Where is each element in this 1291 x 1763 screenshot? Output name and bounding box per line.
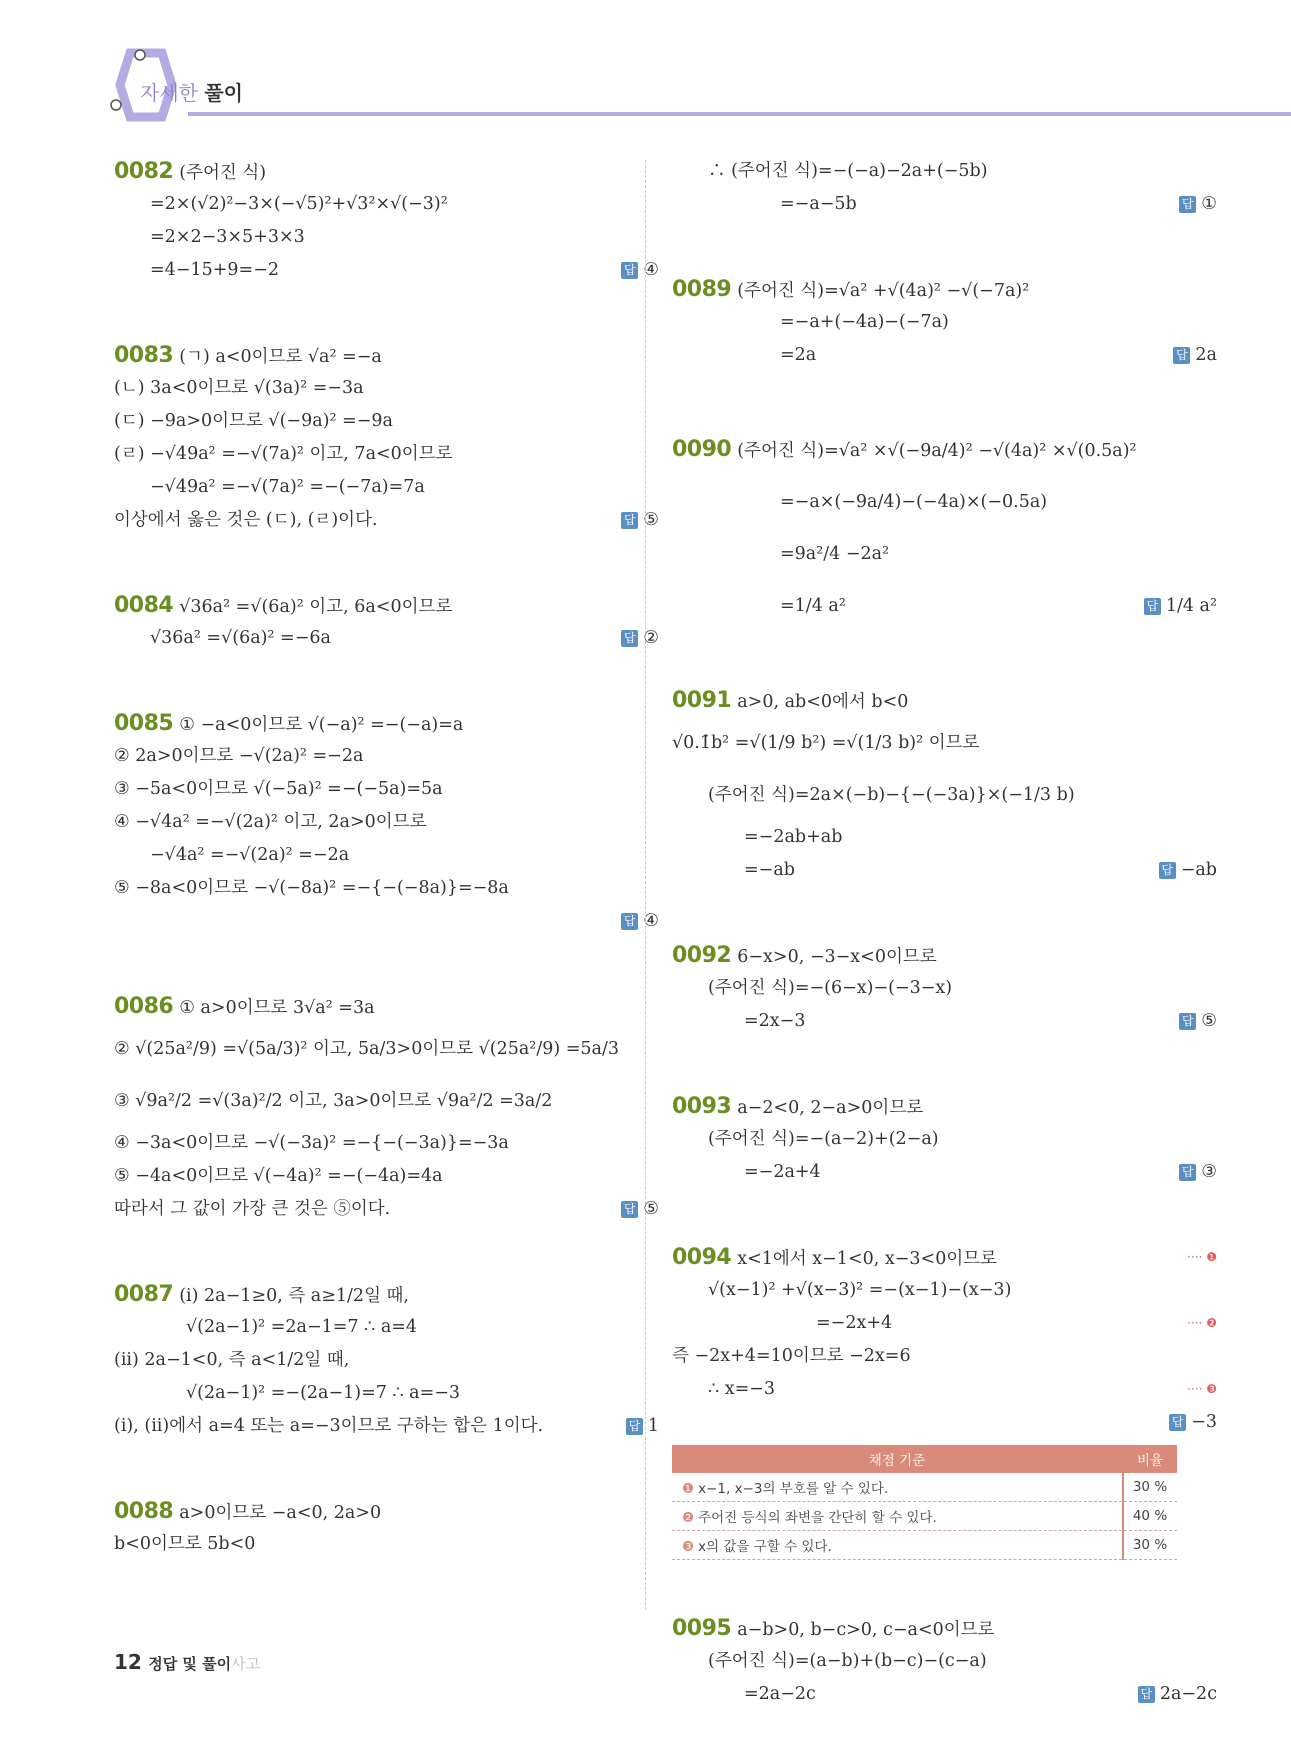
problem-block: [114, 339, 659, 537]
solution-text: (i) 2a−1≥0, 즉 a≥1/2일 때,: [179, 1286, 409, 1306]
solution-text: (i), (ii)에서 a=4 또는 a=−3이므로 구하는 합은 1이다.: [114, 1416, 544, 1436]
problem-block: [672, 939, 1217, 1038]
problem-number: 0095: [672, 1616, 732, 1641]
ratio-cell: 30 %: [1123, 1473, 1177, 1502]
solution-text: (ㄴ) 3a<0이므로 √(3a)² =−3a: [114, 378, 364, 398]
solution-text: ③ √9a²/2 =√(3a)²/2 이고, 3a>0이므로 √9a²/2 =3a/2: [114, 1091, 553, 1111]
solution-text: √36a² =√(6a)² 이고, 6a<0이므로: [179, 597, 453, 617]
answer-value: ③: [1201, 1162, 1217, 1182]
step-marker: ···· ❷: [1187, 1316, 1217, 1330]
answer: [1159, 854, 1217, 887]
problem-block: [672, 1090, 1217, 1189]
answer-value: ⑤: [643, 510, 659, 530]
solution-line: [114, 155, 659, 188]
answer-icon: 답: [621, 1201, 638, 1218]
problem-number: 0087: [114, 1282, 174, 1307]
answer: [621, 504, 659, 537]
solution-line: [672, 939, 1217, 972]
solution-text: ① a>0이므로 3√a² =3a: [179, 998, 375, 1018]
solution-line: [672, 339, 1217, 372]
header-rule: [188, 112, 1291, 116]
answer: [621, 622, 659, 655]
solution-text: −√49a² =−√(7a)² =−(−7a)=7a: [150, 477, 425, 497]
solution-line: [672, 717, 1217, 769]
solution-text: =−ab: [744, 860, 795, 880]
problem-block: [672, 155, 1217, 221]
left-column: [114, 155, 659, 1613]
answer-value: ④: [643, 911, 659, 931]
answer: [621, 905, 659, 938]
answer-icon: 답: [1159, 862, 1176, 879]
solution-line: [672, 1274, 1217, 1307]
answer-line: [114, 905, 659, 938]
solution-line: [672, 1612, 1217, 1645]
solution-line: [672, 1005, 1217, 1038]
solution-line: [672, 684, 1217, 717]
solution-line: [672, 528, 1217, 580]
answer: [1169, 1406, 1217, 1439]
solution-text: ③ −5a<0이므로 √(−5a)² =−(−5a)=5a: [114, 779, 443, 799]
answer-value: −3: [1191, 1412, 1217, 1432]
solution-text: 이상에서 옳은 것은 (ㄷ), (ㄹ)이다.: [114, 510, 378, 530]
solution-text: a>0, ab<0에서 b<0: [737, 692, 909, 712]
answer: [626, 1410, 659, 1443]
solution-line: [672, 1307, 1217, 1340]
solution-line: [114, 405, 659, 438]
ratio-cell: 40 %: [1123, 1502, 1177, 1531]
solution-line: [114, 1160, 659, 1193]
answer-icon: 답: [621, 630, 638, 647]
solution-line: [672, 1645, 1217, 1678]
solution-line: [672, 1123, 1217, 1156]
answer-value: ⑤: [1201, 1011, 1217, 1031]
solution-text: ⑤ −4a<0이므로 √(−4a)² =−(−4a)=4a: [114, 1166, 443, 1186]
solution-line: [672, 155, 1217, 188]
solution-text: =−a×(−9a/4)−(−4a)×(−0.5a): [780, 492, 1048, 512]
answer-icon: 답: [1169, 1414, 1186, 1431]
answer-icon: 답: [626, 1418, 643, 1435]
solution-text: =2×(√2)²−3×(−√5)²+√3²×√(−3)²: [150, 194, 448, 214]
answer-value: 1: [647, 1416, 659, 1436]
solution-text: ② √(25a²/9) =√(5a/3)² 이고, 5a/3>0이므로 √(25a²/9) =5a/3: [114, 1039, 619, 1059]
solution-line: [114, 773, 659, 806]
answer: [1179, 1005, 1217, 1038]
solution-text: (주어진 식)=−(6−x)−(−3−x): [708, 978, 953, 998]
solution-line: [672, 476, 1217, 528]
answer: [1144, 580, 1217, 632]
solution-text: (ㄱ) a<0이므로 √a² =−a: [179, 347, 382, 367]
problem-number: 0092: [672, 943, 732, 968]
problem-block: [114, 1278, 659, 1443]
solution-text: =9a²/4 −2a²: [780, 544, 890, 564]
problem-number: 0090: [672, 437, 732, 462]
answer: [1173, 339, 1217, 372]
solution-text: =−a+(−4a)−(−7a): [780, 312, 949, 332]
page-footer: [114, 1650, 260, 1674]
solution-line: [672, 1156, 1217, 1189]
step-marker: ···· ❶: [1187, 1250, 1217, 1264]
ratio-cell: 30 %: [1123, 1531, 1177, 1560]
solution-line: [672, 972, 1217, 1005]
grading-table: [672, 1445, 1177, 1560]
solution-text: (ㄷ) −9a>0이므로 √(−9a)² =−9a: [114, 411, 393, 431]
solution-text: ∴ (주어진 식)=−(−a)−2a+(−5b): [708, 161, 988, 181]
solution-text: =2a−2c: [744, 1684, 816, 1704]
answer-icon: 답: [621, 262, 638, 279]
answer-value: ①: [1201, 194, 1217, 214]
problem-number: 0093: [672, 1094, 732, 1119]
solution-text: 즉 −2x+4=10이므로 −2x=6: [672, 1346, 911, 1366]
answer-value: 2a−2c: [1159, 1684, 1217, 1704]
solution-line: [114, 1344, 659, 1377]
answer-icon: 답: [1179, 1164, 1196, 1181]
solution-text: √36a² =√(6a)² =−6a: [150, 628, 331, 648]
header-title-a: 자세한: [140, 81, 198, 105]
solution-line: [114, 806, 659, 839]
criteria-text: 주어진 등식의 좌변을 간단히 할 수 있다.: [698, 1510, 937, 1526]
solution-line: [672, 769, 1217, 821]
solution-text: ⑤ −8a<0이므로 −√(−8a)² =−{−(−8a)}=−8a: [114, 878, 509, 898]
solution-line: [672, 854, 1217, 887]
solution-line: [114, 622, 659, 655]
solution-line: [114, 1278, 659, 1311]
solution-text: =−2x+4: [816, 1313, 893, 1333]
criteria-text: x−1, x−3의 부호를 알 수 있다.: [698, 1481, 889, 1497]
solution-line: [672, 821, 1217, 854]
answer: [621, 1193, 659, 1226]
answer-icon: 답: [1179, 1013, 1196, 1030]
solution-text: a−b>0, b−c>0, c−a<0이므로: [737, 1620, 995, 1640]
solution-text: (ii) 2a−1<0, 즉 a<1/2일 때,: [114, 1350, 350, 1370]
solution-line: [672, 424, 1217, 476]
problem-number: 0083: [114, 343, 174, 368]
solution-line: [672, 1241, 1217, 1274]
solution-text: =2a: [780, 345, 817, 365]
solution-text: (주어진 식)=√a² ×√(−9a/4)² −√(4a)² ×√(0.5a)²: [737, 441, 1137, 461]
solution-line: [114, 839, 659, 872]
solution-text: =−a−5b: [780, 194, 857, 214]
answer-line: [672, 1406, 1217, 1439]
solution-text: =2×2−3×5+3×3: [150, 227, 305, 247]
solution-line: [672, 1340, 1217, 1373]
solution-line: [672, 306, 1217, 339]
solution-text: =1/4 a²: [780, 596, 846, 616]
problem-block: [672, 684, 1217, 887]
answer-icon: 답: [1173, 347, 1190, 364]
solution-line: [114, 1528, 659, 1561]
solution-line: [114, 740, 659, 773]
solution-text: ④ −3a<0이므로 −√(−3a)² =−{−(−3a)}=−3a: [114, 1133, 509, 1153]
column-divider: [645, 160, 646, 1610]
problem-block: [114, 1495, 659, 1561]
solution-line: [114, 1127, 659, 1160]
answer-icon: 답: [621, 512, 638, 529]
criteria-number: ❶: [682, 1481, 695, 1497]
solution-line: [114, 1495, 659, 1528]
ratio-header: 비율: [1123, 1445, 1177, 1473]
grading-row: [672, 1473, 1177, 1502]
answer-value: 2a: [1195, 345, 1217, 365]
problem-number: 0088: [114, 1499, 174, 1524]
answer-icon: 답: [621, 913, 638, 930]
solution-line: [114, 707, 659, 740]
solution-line: [114, 438, 659, 471]
problem-block: [114, 707, 659, 938]
grading-row: [672, 1502, 1177, 1531]
solution-text: =−2a+4: [744, 1162, 821, 1182]
solution-line: [114, 188, 659, 221]
answer: [1138, 1678, 1217, 1711]
answer-value: −ab: [1180, 860, 1217, 880]
answer: [621, 254, 659, 287]
problem-block: [114, 589, 659, 655]
solution-text: √(2a−1)² =−(2a−1)=7 ∴ a=−3: [186, 1383, 461, 1403]
solution-line: [114, 990, 659, 1023]
footer-title: 정답 및 풀이: [148, 1655, 232, 1673]
problem-number: 0091: [672, 688, 732, 713]
problem-block: [672, 1612, 1217, 1711]
answer-icon: 답: [1144, 598, 1161, 615]
solution-text: (주어진 식): [179, 163, 267, 183]
criteria-number: ❸: [682, 1539, 695, 1555]
solution-text: 따라서 그 값이 가장 큰 것은 ⑤이다.: [114, 1199, 391, 1219]
problem-block: [672, 424, 1217, 632]
solution-text: −√4a² =−√(2a)² =−2a: [150, 845, 350, 865]
solution-line: [672, 1678, 1217, 1711]
solution-line: [672, 580, 1217, 632]
answer: [1179, 1156, 1217, 1189]
solution-text: √(x−1)² +√(x−3)² =−(x−1)−(x−3): [708, 1280, 1012, 1300]
problem-block: [672, 273, 1217, 372]
solution-text: (주어진 식)=(a−b)+(b−c)−(c−a): [708, 1651, 987, 1671]
solution-line: [672, 273, 1217, 306]
criteria-text: x의 값을 구할 수 있다.: [698, 1539, 832, 1555]
problem-number: 0084: [114, 593, 174, 618]
footer-suffix: 사고: [231, 1655, 261, 1673]
answer-value: ④: [643, 260, 659, 280]
answer: [1179, 188, 1217, 221]
solution-line: [672, 1373, 1217, 1406]
criteria-cell: [672, 1531, 1123, 1560]
answer-value: 1/4 a²: [1165, 596, 1217, 616]
solution-text: √0.1̇b² =√(1/9 b²) =√(1/3 b)² 이므로: [672, 733, 980, 753]
solution-line: [114, 1410, 659, 1443]
solution-text: =4−15+9=−2: [150, 260, 279, 280]
solution-text: =−2ab+ab: [744, 827, 843, 847]
solution-text: ④ −√4a² =−√(2a)² 이고, 2a>0이므로: [114, 812, 427, 832]
step-marker: ···· ❸: [1187, 1382, 1217, 1396]
right-column: [672, 155, 1217, 1763]
solution-text: ① −a<0이므로 √(−a)² =−(−a)=a: [179, 715, 464, 735]
problem-block: [114, 155, 659, 287]
page-number: 12: [114, 1650, 142, 1674]
solution-text: √(2a−1)² =2a−1=7 ∴ a=4: [186, 1317, 418, 1337]
solution-text: (ㄹ) −√49a² =−√(7a)² 이고, 7a<0이므로: [114, 444, 453, 464]
solution-text: a−2<0, 2−a>0이므로: [737, 1098, 924, 1118]
solution-line: [114, 471, 659, 504]
criteria-cell: [672, 1502, 1123, 1531]
solution-line: [672, 188, 1217, 221]
solution-text: (주어진 식)=√a² +√(4a)² −√(−7a)²: [737, 281, 1030, 301]
solution-text: ② 2a>0이므로 −√(2a)² =−2a: [114, 746, 364, 766]
criteria-cell: [672, 1473, 1123, 1502]
problem-number: 0085: [114, 711, 174, 736]
problem-block: [114, 990, 659, 1226]
problem-number: 0094: [672, 1245, 732, 1270]
solution-text: a>0이므로 −a<0, 2a>0: [179, 1503, 382, 1523]
solution-line: [114, 504, 659, 537]
criteria-header: 채점 기준: [672, 1445, 1123, 1473]
problem-number: 0082: [114, 159, 174, 184]
problem-number: 0089: [672, 277, 732, 302]
solution-text: (주어진 식)=−(a−2)+(2−a): [708, 1129, 939, 1149]
solution-line: [114, 221, 659, 254]
solution-line: [114, 1377, 659, 1410]
solution-text: 6−x>0, −3−x<0이므로: [737, 947, 937, 967]
solution-text: b<0이므로 5b<0: [114, 1534, 256, 1554]
grading-row: [672, 1531, 1177, 1560]
solution-line: [114, 872, 659, 905]
answer-value: ②: [643, 628, 659, 648]
answer-icon: 답: [1138, 1686, 1155, 1703]
solution-text: x<1에서 x−1<0, x−3<0이므로: [737, 1249, 998, 1269]
problem-block: [672, 1241, 1217, 1560]
solution-line: [114, 339, 659, 372]
solution-line: [114, 254, 659, 287]
solution-line: [114, 1311, 659, 1344]
header-title: [140, 77, 243, 106]
criteria-number: ❷: [682, 1510, 695, 1526]
page-header: [110, 45, 1291, 125]
solution-text: =2x−3: [744, 1011, 806, 1031]
solution-line: [114, 1023, 659, 1075]
solution-text: ∴ x=−3: [708, 1379, 776, 1399]
header-title-b: 풀이: [204, 81, 243, 105]
solution-text: (주어진 식)=2a×(−b)−{−(−3a)}×(−1/3 b): [708, 785, 1075, 805]
problem-number: 0086: [114, 994, 174, 1019]
solution-line: [114, 372, 659, 405]
answer-icon: 답: [1179, 196, 1196, 213]
solution-line: [114, 1075, 659, 1127]
solution-line: [672, 1090, 1217, 1123]
grading-header-row: [672, 1445, 1177, 1473]
solution-line: [114, 589, 659, 622]
answer-value: ⑤: [643, 1199, 659, 1219]
solution-line: [114, 1193, 659, 1226]
